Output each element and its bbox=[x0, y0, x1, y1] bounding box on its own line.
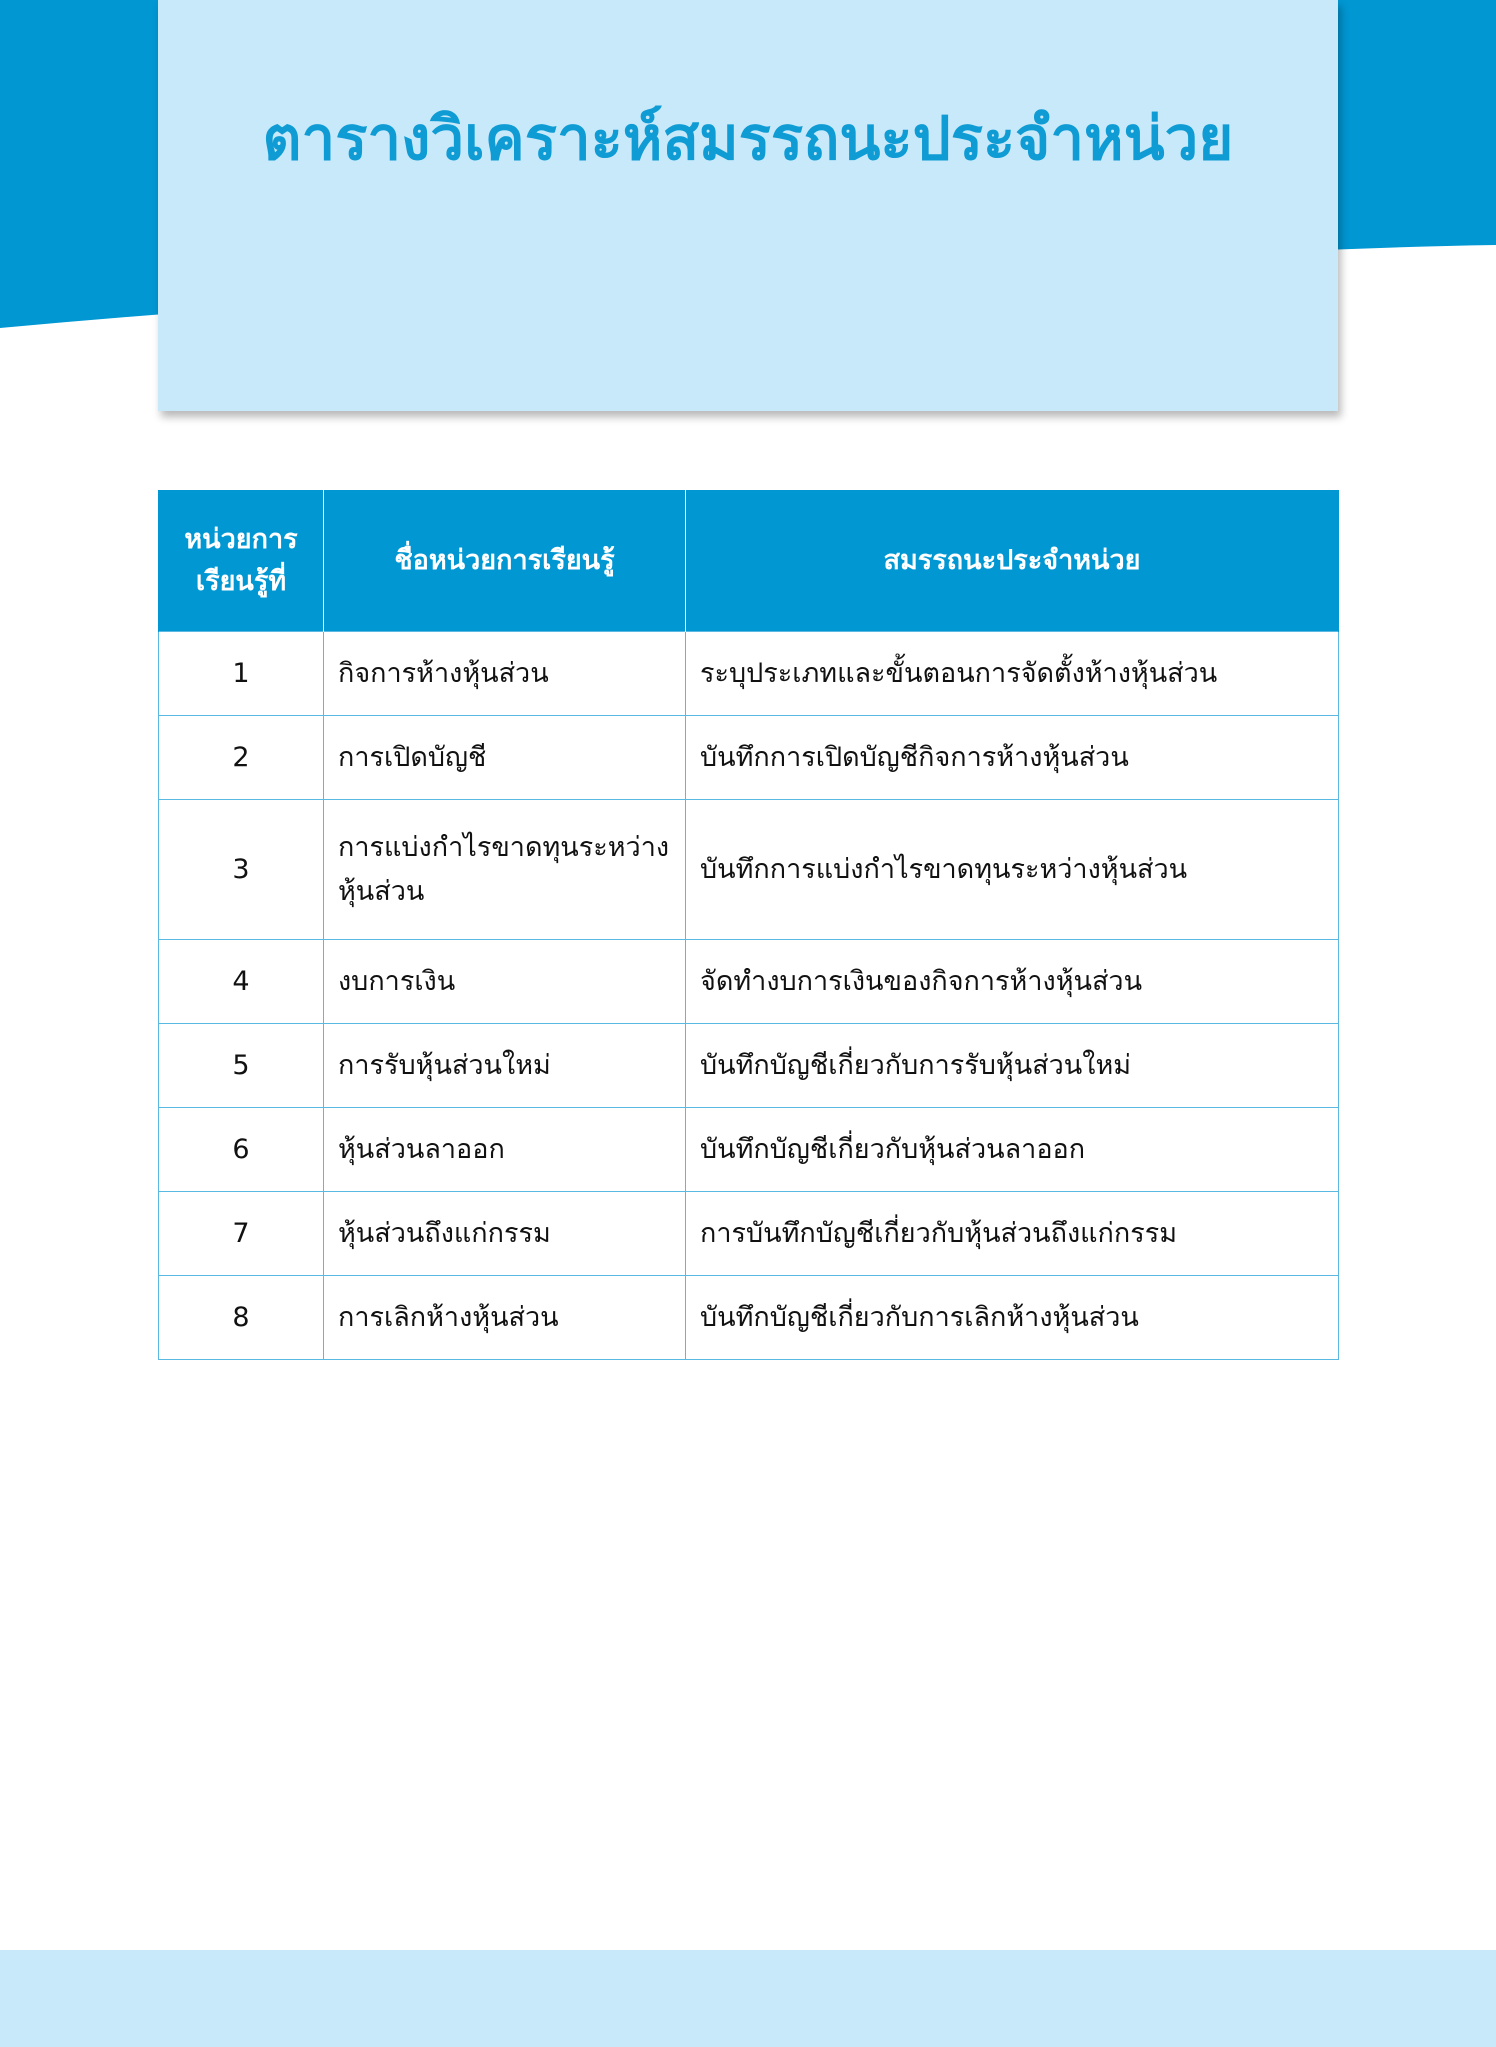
footer-band bbox=[0, 1950, 1496, 2047]
header-competency: สมรรถนะประจำหน่วย bbox=[686, 490, 1339, 632]
competency-cell: บันทึกบัญชีเกี่ยวกับการเลิกห้างหุ้นส่วน bbox=[686, 1276, 1339, 1360]
unit-name-cell: การเลิกห้างหุ้นส่วน bbox=[324, 1276, 686, 1360]
table-row bbox=[159, 800, 1339, 940]
unit-name-cell: หุ้นส่วนลาออก bbox=[324, 1108, 686, 1192]
table-row bbox=[159, 940, 1339, 1024]
table-row bbox=[159, 1276, 1339, 1360]
unit-name-cell: งบการเงิน bbox=[324, 940, 686, 1024]
unit-number-cell: 2 bbox=[159, 716, 324, 800]
page-title: ตารางวิเคราะห์สมรรถนะประจำหน่วย bbox=[262, 104, 1234, 174]
header-unit-number: หน่วยการเรียนรู้ที่ bbox=[159, 490, 324, 632]
unit-name-cell: การแบ่งกำไรขาดทุนระหว่างหุ้นส่วน bbox=[324, 800, 686, 940]
competency-cell: บันทึกบัญชีเกี่ยวกับหุ้นส่วนลาออก bbox=[686, 1108, 1339, 1192]
table-row bbox=[159, 1024, 1339, 1108]
table-header-row bbox=[159, 490, 1339, 632]
table-row bbox=[159, 1192, 1339, 1276]
table-row bbox=[159, 632, 1339, 716]
competency-cell: บันทึกการเปิดบัญชีกิจการห้างหุ้นส่วน bbox=[686, 716, 1339, 800]
competency-cell: จัดทำงบการเงินของกิจการห้างหุ้นส่วน bbox=[686, 940, 1339, 1024]
competency-table-wrapper bbox=[158, 490, 1338, 1360]
unit-name-cell: หุ้นส่วนถึงแก่กรรม bbox=[324, 1192, 686, 1276]
unit-name-cell: การเปิดบัญชี bbox=[324, 716, 686, 800]
unit-number-cell: 7 bbox=[159, 1192, 324, 1276]
competency-cell: บันทึกการแบ่งกำไรขาดทุนระหว่างหุ้นส่วน bbox=[686, 800, 1339, 940]
unit-name-cell: การรับหุ้นส่วนใหม่ bbox=[324, 1024, 686, 1108]
unit-number-cell: 3 bbox=[159, 800, 324, 940]
unit-number-cell: 5 bbox=[159, 1024, 324, 1108]
header-unit-name: ชื่อหน่วยการเรียนรู้ bbox=[324, 490, 686, 632]
unit-number-cell: 1 bbox=[159, 632, 324, 716]
competency-cell: การบันทึกบัญชีเกี่ยวกับหุ้นส่วนถึงแก่กรรม bbox=[686, 1192, 1339, 1276]
competency-cell: บันทึกบัญชีเกี่ยวกับการรับหุ้นส่วนใหม่ bbox=[686, 1024, 1339, 1108]
table-row bbox=[159, 1108, 1339, 1192]
competency-cell: ระบุประเภทและขั้นตอนการจัดตั้งห้างหุ้นส่วน bbox=[686, 632, 1339, 716]
unit-number-cell: 8 bbox=[159, 1276, 324, 1360]
title-card bbox=[158, 0, 1338, 411]
unit-number-cell: 6 bbox=[159, 1108, 324, 1192]
table-row bbox=[159, 716, 1339, 800]
unit-number-cell: 4 bbox=[159, 940, 324, 1024]
unit-name-cell: กิจการห้างหุ้นส่วน bbox=[324, 632, 686, 716]
competency-table bbox=[158, 490, 1339, 1360]
